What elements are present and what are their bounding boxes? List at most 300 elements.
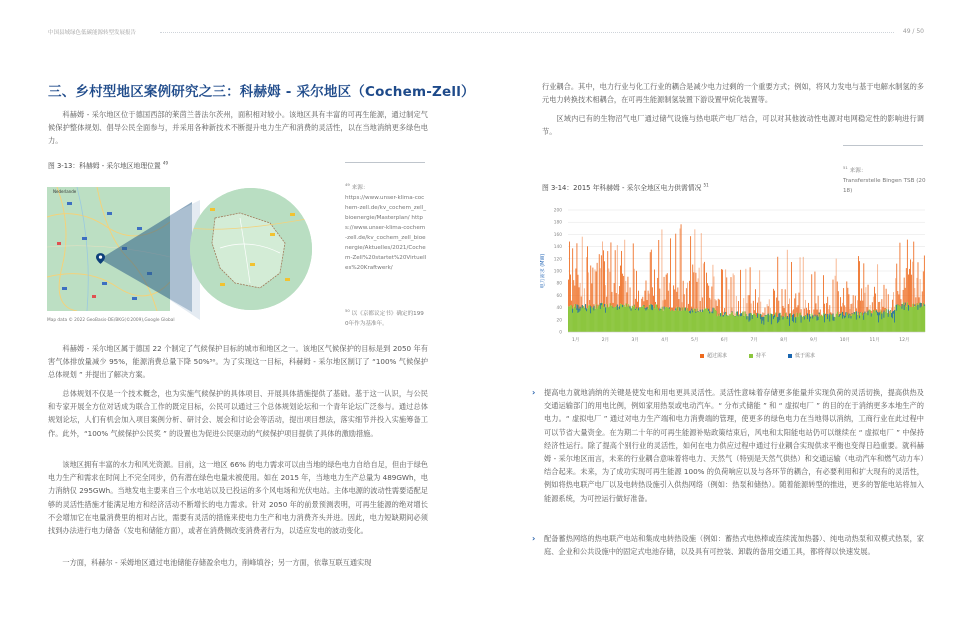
surplus-bar [774,291,775,315]
deficit-bar [844,316,845,318]
footnote-link[interactable]: https://www.unser-klima-cochem-zell.de/kv_cochem_zell_bioenergie/Masterplan/ https://www.unser-klima-cochem-zell.de/kv_cochem_zell_bioenergie/Aktuelles/2021/Cochem-Zell%20startet%20Virtuelles%20Kraftwerk/ [345,194,427,271]
deficit-bar [871,313,872,316]
surplus-bar [818,296,819,317]
deficit-bar [773,316,774,319]
surplus-bar [649,294,650,305]
surplus-bar [721,269,722,312]
surplus-bar [663,300,664,310]
figure-caption-text: 图 3-13：科赫姆 - 采尔地区地理位置 [48,162,161,170]
svg-text:Nederlande: Nederlande [53,189,77,194]
deficit-bar [824,314,825,322]
deficit-bar [659,309,660,311]
legend-item-balanced [749,352,766,359]
surplus-bar [885,308,886,312]
surplus-bar [568,280,569,307]
surplus-bar [666,275,667,307]
surplus-bar [650,252,651,304]
surplus-bar [864,293,865,312]
deficit-bar [572,309,573,313]
deficit-bar [669,307,670,308]
surplus-bar [919,297,920,303]
surplus-bar [598,305,599,306]
surplus-bar [713,265,714,308]
surplus-bar [691,307,692,309]
deficit-bar [708,309,709,311]
surplus-bar [906,268,907,307]
surplus-bar [820,309,821,316]
surplus-bar [757,303,758,314]
surplus-bar [573,280,574,307]
legend-label: 低于需求 [795,353,816,359]
footnote-label: 来源： [849,167,867,174]
surplus-bar [867,307,868,312]
surplus-bar [786,313,787,318]
deficit-bar [579,309,580,312]
deficit-bar [638,308,639,311]
deficit-bar [601,303,602,305]
surplus-bar [629,306,630,307]
surplus-bar [888,294,889,309]
surplus-bar [601,255,602,303]
surplus-bar [689,281,690,311]
footnote-51 [843,163,928,196]
y-tick-label: 40 [556,306,562,312]
deficit-bar [702,309,703,312]
deficit-bar [578,305,579,313]
surplus-bar [923,271,924,302]
surplus-bar [847,288,848,315]
surplus-bar [676,292,677,307]
footnote-ref: 50 [345,308,350,313]
surplus-bar [580,283,581,307]
surplus-bar [733,273,734,314]
surplus-bar [877,264,878,312]
deficit-bar [801,315,802,322]
page-separator: / [910,28,917,35]
deficit-bar [888,310,889,317]
surplus-bar [653,296,654,307]
surplus-bar [731,277,732,313]
y-tick-label: 80 [556,281,562,287]
surplus-bar [628,277,629,304]
surplus-bar [726,277,727,315]
deficit-bar [833,314,834,321]
chart-svg [540,200,930,350]
surplus-bar [578,275,579,305]
surplus-bar [702,297,703,309]
legend-swatch [788,354,792,358]
deficit-bar [590,306,591,313]
footnote-text: 以《京都议定书》确定的1990年作为基准年。 [345,310,424,327]
surplus-bar [612,292,613,305]
surplus-bar [735,313,736,316]
surplus-bar [822,316,823,317]
surplus-bar [619,286,620,306]
deficit-bar [774,315,775,318]
surplus-bar [611,242,612,305]
deficit-bar [924,304,925,305]
body-paragraph: 该地区拥有丰富的水力和风光资源。目前，这一地区 66% 的电力需求可以由当地的绿色电力自给自足，但由于绿色电力生产和需求在时间上不完全同步，仍有潜在绿色电量未被使用。如在 2015 年，当地电力生产总量为 489GWh，电力消纳仅 295GWh。当地发电主要来自三个水电站以及已投运的多个风电场和光伏电站。主体电源的波动性需要适配足够的灵活性措施才能满足地方和经济活动不断增长的电力需求。针对 2050 年的前景预测表明，可再生能源的绝对增长不会增加它在电量消费里的相对占比，需要有灵活的措施来使电力生产和电力消费齐头并进。因此，电力短缺期间必须找到办法进行电力储备（发电和储能方面），或者在消费侧改变消费者行为，以适应发电的波动变化。 [48,460,428,536]
region-boundary-graphic [190,188,312,310]
deficit-bar [752,315,753,319]
x-tick-label: 10月 [839,338,850,343]
surplus-bar [924,256,925,305]
surplus-bar [850,309,851,314]
surplus-bar [586,257,587,308]
x-tick-label: 7月 [750,338,758,343]
surplus-bar [623,276,624,305]
deficit-bar [893,311,894,314]
surplus-bar [918,262,919,305]
surplus-bar [857,300,858,315]
surplus-bar [592,268,593,308]
surplus-bar [806,308,807,316]
deficit-bar [852,313,853,314]
surplus-bar [595,269,596,308]
body-paragraph: 总体规划不仅是一个技术概念，也为实施气候保护的具体项目、开展具体措施提供了基础。基于这一认识，与公民和专家开展全方位对话成为联合工作的既定目标，公民可以通过三个总体规划论坛和一个青年论坛广泛参与。通过总体规划论坛，人们有机会加入项目案例分析、研讨会、展会和讨论会等活动，提出项目想法，落实细节并投入实施筹备工作。此外，“100% 气候保护公民奖 ” 的设置也为促进公民驱动的气候保护项目提供了具体的激励措施。 [48,389,428,438]
deficit-bar [634,305,635,306]
power-supply-demand-chart [540,200,930,370]
x-tick-label: 2月 [601,338,610,343]
surplus-bar [694,229,695,309]
surplus-bar [788,304,789,317]
deficit-bar [738,315,739,316]
deficit-bar [921,303,922,307]
surplus-bar [698,278,699,311]
surplus-bar [784,308,785,317]
surplus-bar [743,298,744,316]
y-tick-label: 0 [559,330,562,336]
surplus-bar [835,276,836,317]
surplus-bar [709,298,710,311]
surplus-bar [849,294,850,313]
deficit-bar [777,317,778,323]
page-number [903,28,924,35]
deficit-bar [819,313,820,314]
legend-swatch [700,354,704,358]
surplus-bar [710,300,711,313]
surplus-bar [648,291,649,309]
body-paragraph: 区域内已有的生物沼气电厂通过储气设施与热电联产电厂结合，可以对其他波动性电源对电网稳定性的影响进行调节。 [542,114,924,137]
surplus-bar [852,303,853,313]
surplus-bar [759,270,760,314]
surplus-bar [651,250,652,305]
deficit-bar [908,305,909,311]
surplus-bar [922,291,923,306]
surplus-bar [862,301,863,316]
surplus-bar [668,291,669,308]
deficit-bar [757,313,758,318]
deficit-bar [762,317,763,321]
y-tick-label: 100 [553,269,562,275]
surplus-bar [803,257,804,316]
surplus-bar [756,313,757,317]
x-tick-label: 12月 [899,338,910,343]
balanced-bar [924,304,925,332]
surplus-bar [658,240,659,310]
deficit-bar [839,314,840,317]
surplus-bar [871,311,872,313]
surplus-bar [749,295,750,313]
surplus-bar [866,287,867,313]
deficit-bar [630,306,631,308]
deficit-bar [876,311,877,313]
footnote-ref: 51 [843,165,848,170]
surplus-bar [795,293,796,317]
surplus-bar [597,263,598,309]
surplus-bar [851,304,852,316]
surplus-bar [575,269,576,309]
surplus-bar [754,310,755,313]
surplus-bar [878,302,879,313]
surplus-bar [811,274,812,313]
deficit-bar [817,315,818,321]
chevron-right-icon: › [532,534,536,543]
report-title: 中国县域绿色低碳能源转型发展报告 [48,30,137,36]
deficit-bar [859,316,860,319]
surplus-bar [591,283,592,307]
surplus-bar [808,303,809,316]
deficit-bar [664,307,665,310]
deficit-bar [643,305,644,306]
bullet-text: 提高电力就地消纳的关键是使发电和用电更具灵活性。灵活性意味着存储更多能量并实现负荷的灵活切换，提高供热及交通运输部门的用电比例，例如家用热泵或电动汽车。“ 分布式储能 ” 和 “ 虚拟电厂 ” 的目的在于消纳更多本地生产的电力。“ 虚拟电厂 ” 通过对电力生产端和电力消费端的管理，使更多的绿色电力在当地得以消纳，工商行业在此过程中可以节省大量资金。在为期二十年的可再生能源补贴政策结束后，风电和太阳能电站仍可以继续在 “ 虚拟电厂 ” 中保持经济性运行。除了提高个别行业的灵活性，如何在电力供应过程中通过行业耦合实现供求平衡也变得日趋重要。就科赫姆 - 采尔地区而言，未来的行业耦合意味着将电力、天然气（特别是天然气供热）和交通运输（电动汽车和燃气动力车）结合起来。未来，为了成功实现可再生能源 100% 的负荷响应以及与各环节的耦合，有必要利用和扩大现有的灵活性，例如将热电联产电厂以及电转热设施引入供热网络（例如：热泵和储热）。随着能源转型的推进，更多的智能电站将加入能源系统，为可控运行做好准备。 [544,388,924,503]
deficit-bar [711,312,712,313]
surplus-bar [859,261,860,315]
surplus-bar [693,272,694,308]
surplus-bar [677,287,678,310]
surplus-bar [732,307,733,311]
surplus-bar [715,299,716,310]
deficit-bar [892,311,893,318]
deficit-bar [905,303,906,306]
deficit-bar [740,313,741,316]
deficit-bar [778,314,779,322]
surplus-bar [571,301,572,306]
surplus-bar [615,250,616,307]
surplus-bar [783,306,784,316]
surplus-bar [816,303,817,316]
x-tick-label: 3月 [631,338,639,343]
surplus-bar [824,304,825,315]
x-tick-label: 5月 [691,338,699,343]
surplus-bar [886,289,887,309]
surplus-bar [596,271,597,304]
footnote-49 [345,180,427,273]
surplus-bar [809,310,810,314]
surplus-bar [700,301,701,310]
surplus-bar [900,243,901,306]
surplus-bar [641,299,642,307]
surplus-bar [796,307,797,312]
surplus-bar [764,313,765,317]
surplus-bar [842,303,843,312]
deficit-bar [787,316,788,319]
surplus-bar [911,275,912,307]
deficit-bar [636,307,637,308]
zoomed-region-map [190,188,312,310]
deficit-bar [723,315,724,316]
surplus-bar [652,287,653,305]
deficit-bar [741,313,742,316]
surplus-bar [622,274,623,305]
footnote-text: Transferstelle Bingen TSB (2018) [843,177,926,194]
deficit-bar [793,314,794,323]
surplus-bar [773,289,774,316]
deficit-bar [902,304,903,309]
x-tick-label: 8月 [780,338,788,343]
deficit-bar [894,310,895,323]
surplus-bar [827,297,828,314]
chart-legend [700,352,815,359]
surplus-bar [675,234,676,309]
surplus-bar [804,309,805,317]
surplus-bar [776,298,777,317]
deficit-bar [779,313,780,320]
surplus-bar [685,307,686,308]
deficit-bar [585,304,586,309]
deficit-bar [881,314,882,320]
surplus-bar [724,308,725,312]
x-tick-label: 6月 [720,338,729,343]
deficit-bar [771,314,772,324]
surplus-bar [703,263,704,310]
deficit-bar [722,316,723,317]
surplus-bar [696,273,697,312]
surplus-bar [707,283,708,309]
deficit-bar [809,314,810,322]
section-title: 三、乡村型地区案例研究之三：科赫姆 - 采尔地区（Cochem-Zell） [48,84,475,100]
surplus-bar [602,241,603,303]
legend-label: 持平 [756,353,767,359]
surplus-bar [618,294,619,307]
surplus-bar [767,304,768,314]
surplus-bar [844,305,845,316]
surplus-bar [755,289,756,315]
surplus-bar [718,299,719,314]
surplus-bar [684,294,685,307]
surplus-bar [604,261,605,304]
surplus-bar [682,302,683,307]
surplus-bar [637,302,638,309]
surplus-bar [768,306,769,313]
footnote-50 [345,306,427,329]
surplus-bar [588,272,589,305]
surplus-bar [570,275,571,305]
surplus-bar [692,265,693,311]
surplus-bar [889,311,890,313]
surplus-bar [701,233,702,312]
surplus-bar [912,262,913,304]
surplus-bar [665,300,666,308]
surplus-bar [760,302,761,314]
surplus-bar [624,240,625,307]
surplus-bar [633,243,634,306]
surplus-bar [670,238,671,311]
surplus-bar [646,281,647,308]
legend-item-deficit [788,352,815,359]
deficit-bar [765,315,766,316]
surplus-bar [758,297,759,313]
deficit-bar [613,307,614,308]
surplus-bar [913,242,914,307]
surplus-bar [734,275,735,316]
deficit-bar [631,308,632,310]
surplus-bar [876,309,877,310]
deficit-bar [818,317,819,320]
intro-paragraph: 科赫姆 - 采尔地区位于德国西部的莱茵兰普法尔茨州，面积相对较小。该地区具有丰富的可再生能源，通过制定气候保护整体规划、倡导公民全面参与，并采用各种新技术不断提升电力生产和消费的灵活性，以在当地消纳更多绿色电力。 [48,110,428,146]
surplus-bar [761,315,762,317]
surplus-bar [838,291,839,316]
surplus-bar [730,314,731,315]
total-pages: 50 [916,28,924,35]
surplus-bar [608,268,609,306]
deficit-bar [856,311,857,319]
surplus-bar [751,303,752,313]
surplus-bar [687,283,688,308]
surplus-bar [725,269,726,312]
surplus-bar [673,285,674,310]
deficit-bar [586,308,587,311]
figure-caption-text: 图 3-14：2015 年科赫姆 - 采尔全地区电力供需情况 [542,184,702,192]
deficit-bar [920,303,921,308]
surplus-bar [699,268,700,312]
deficit-bar [652,305,653,310]
deficit-bar [709,311,710,313]
deficit-bar [918,305,919,310]
deficit-bar [645,308,646,309]
surplus-bar [801,309,802,315]
surplus-bar [798,305,799,317]
surplus-bar [642,297,643,306]
surplus-bar [582,237,583,305]
surplus-bar [860,301,861,313]
surplus-bar [870,305,871,310]
surplus-bar [750,267,751,313]
deficit-bar [647,307,648,310]
surplus-bar [740,270,741,313]
deficit-bar [696,312,697,313]
surplus-bar [832,313,833,315]
deficit-bar [834,317,835,321]
surplus-bar [581,296,582,307]
surplus-bar [807,310,808,314]
surplus-bar [895,278,896,305]
surplus-bar [722,270,723,316]
surplus-bar [914,288,915,304]
deficit-bar [807,313,808,319]
figure-3-13-caption [48,160,168,170]
surplus-bar [686,288,687,310]
deficit-bar [827,314,828,319]
deficit-bar [804,316,805,319]
body-paragraph: 一方面，科赫尔 - 采姆地区通过电池储能存储盈余电力，削峰填谷；另一方面，依靠互联互通实现 [62,558,372,567]
surplus-bar [636,271,637,308]
surplus-bar [881,299,882,313]
deficit-bar [879,312,880,315]
surplus-bar [587,246,588,308]
deficit-bar [685,308,686,311]
surplus-bar [907,240,908,303]
location-pin-icon [96,253,105,264]
surplus-bar [745,269,746,314]
surplus-bar [671,308,672,310]
surplus-bar [614,283,615,307]
surplus-bar [861,288,862,312]
surplus-bar [659,289,660,309]
surplus-bar [609,272,610,303]
legend-item-surplus [700,352,727,359]
deficit-bar [840,314,841,315]
